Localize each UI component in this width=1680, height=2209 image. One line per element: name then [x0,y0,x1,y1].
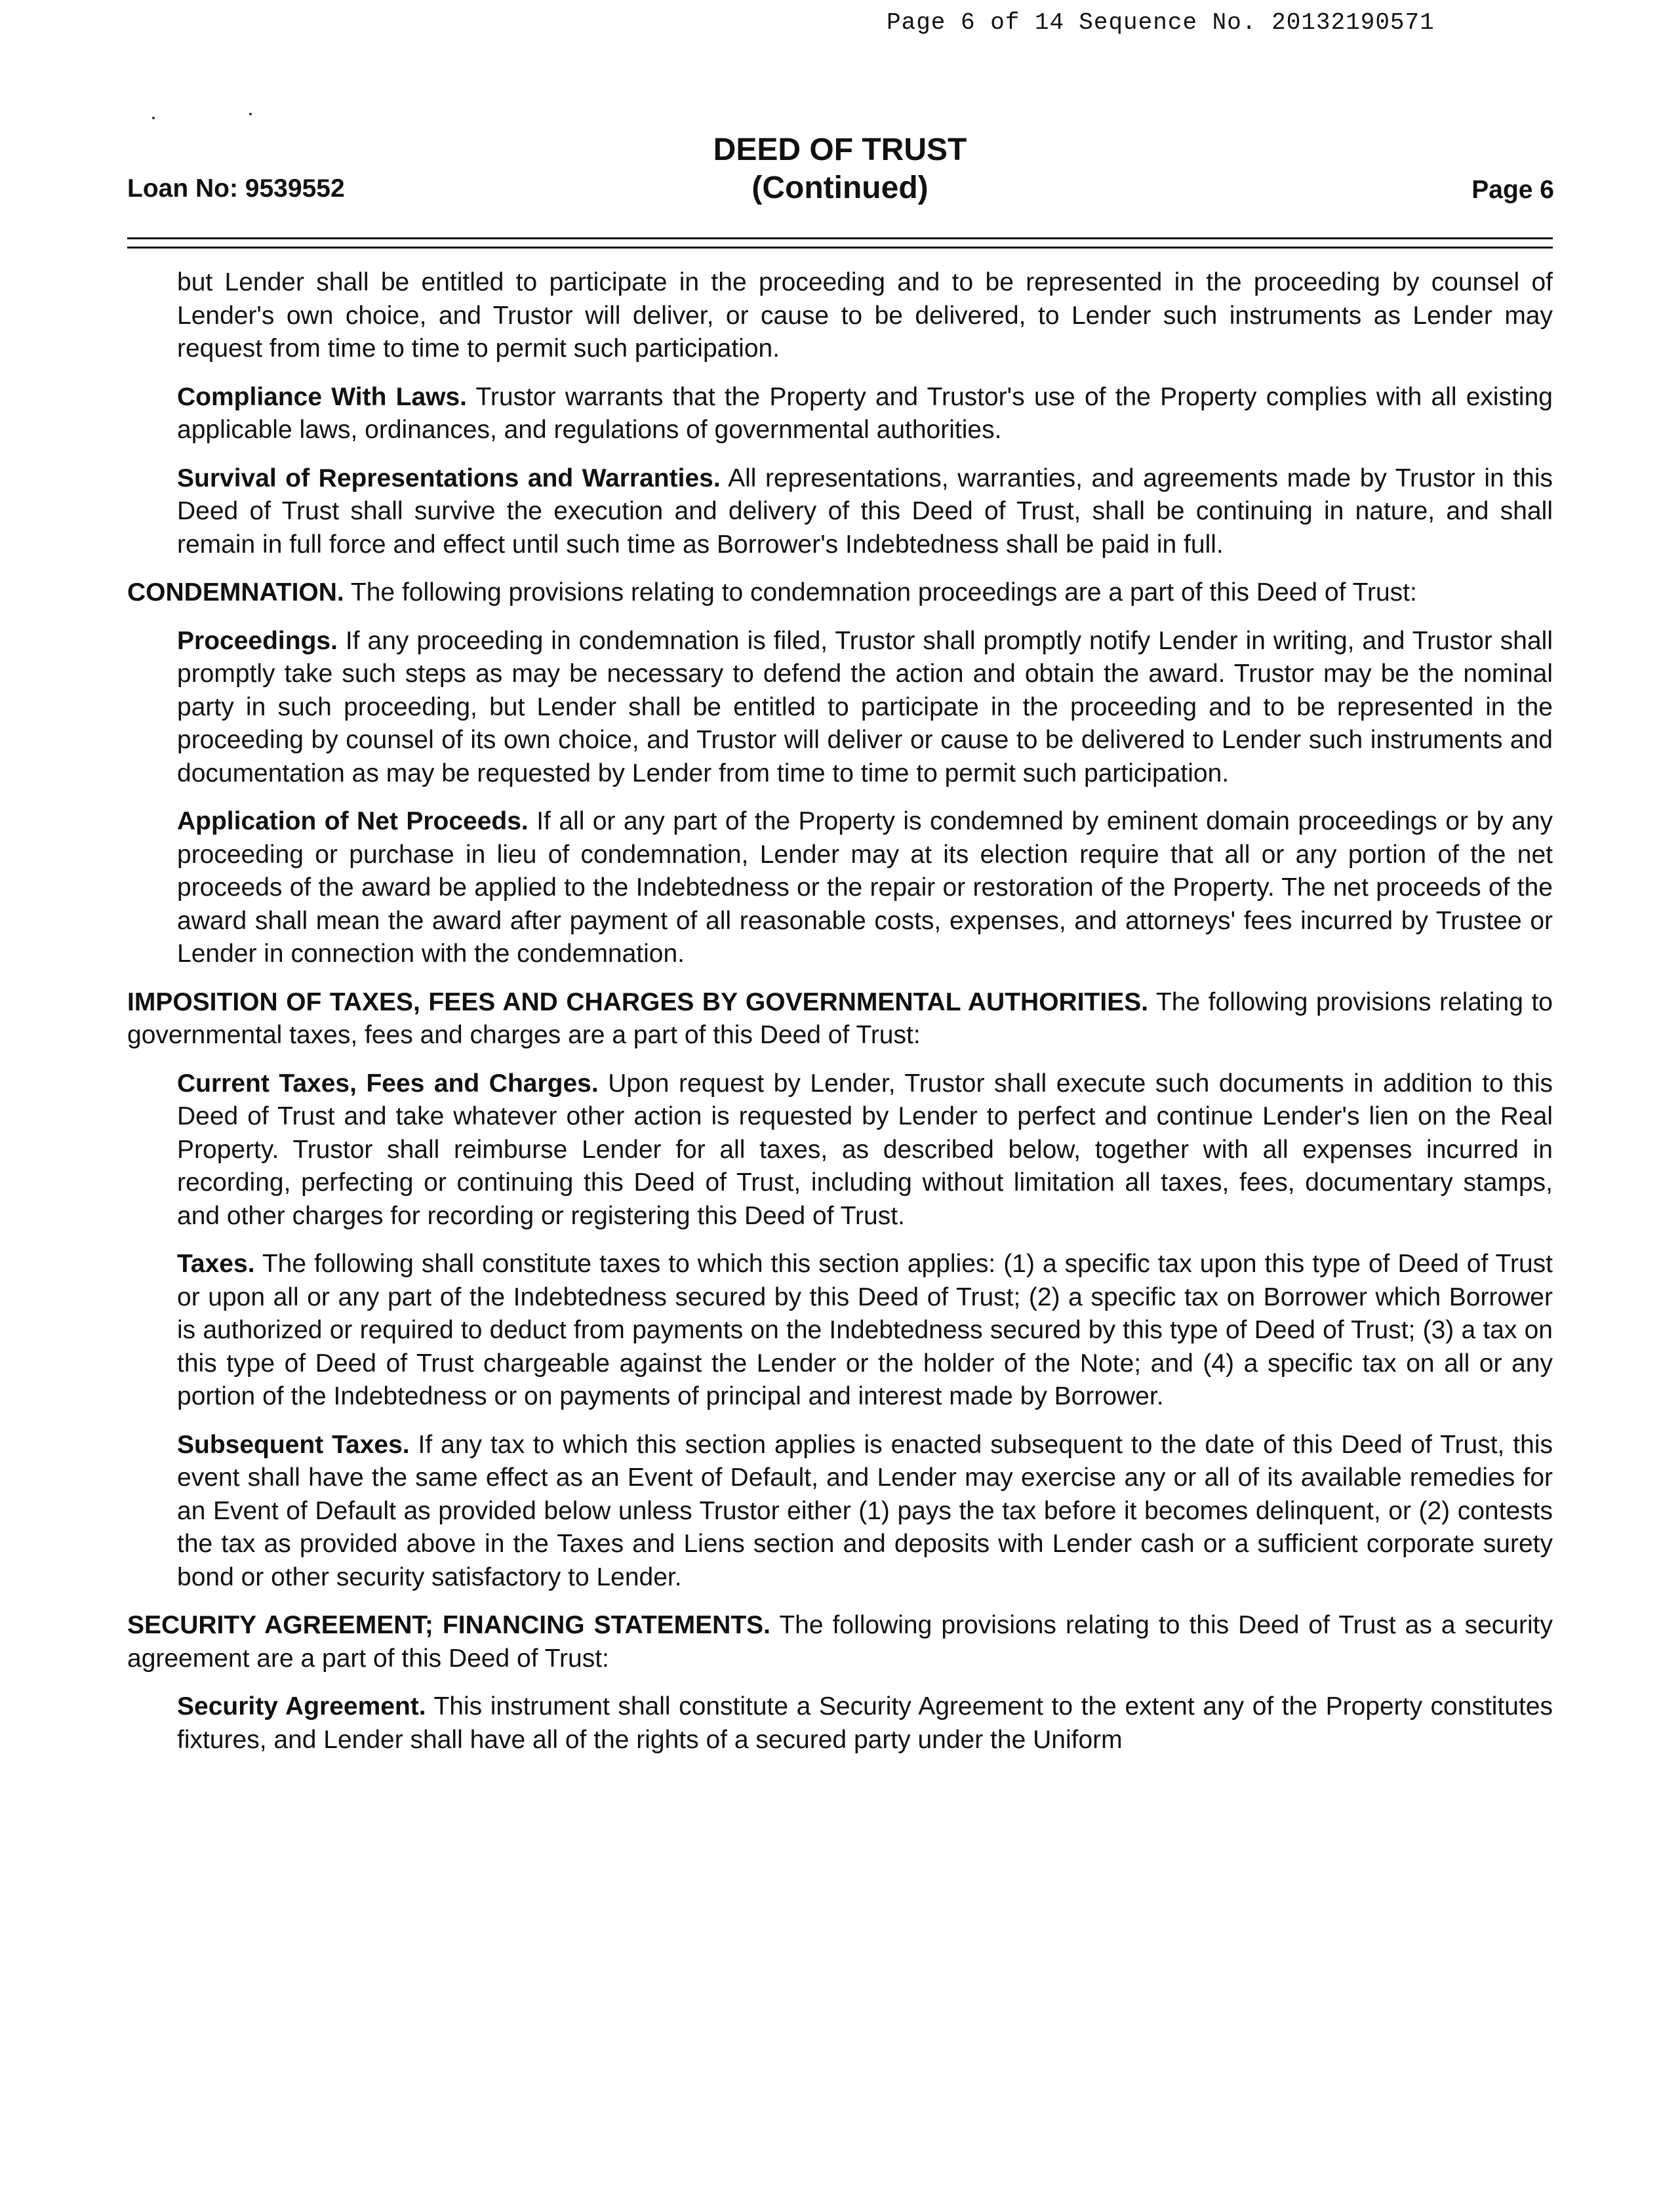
text-proceedings: If any proceeding in condemnation is filed, Trustor shall promptly notify Lender in writing, and Trustor shall promptly take such steps as may be necessary to defend the action and obtain the award. Trustor may be the nominal party in such proceeding, but Lender shall be entitled to participate in the proceeding and to be represented in the proceeding by counsel of its own choice, and Trustor will deliver or cause to be delivered to Lender such instruments and documentation as may be requested by Lender from time to time to permit such participation. [177,626,1553,787]
text-security-agreement: This instrument shall constitute a Security Agreement to the extent any of the Property constitutes fixtures, and Lender shall have all of the rights of a secured party under the Uniform [177,1692,1553,1754]
paragraph-continued: but Lender shall be entitled to participate in the proceeding and to be represented in the proceeding by counsel of Lender's own choice, and Trustor will deliver, or cause to be delivered, to Lender such instruments as Lender may request from time to time to permit such participation. [177,268,1553,363]
text-condemnation: The following provisions relating to condemnation proceedings are a part of this Deed of Trust: [350,578,1417,607]
heading-compliance: Compliance With Laws. [177,382,468,411]
section-security [127,1609,1553,1675]
heading-security: SECURITY AGREEMENT; FINANCING STATEMENTS. [127,1611,770,1639]
header-rule-top [127,237,1553,239]
page-label: Page 6 [1471,176,1554,204]
scan-speck [152,117,155,119]
heading-proceedings: Proceedings. [177,626,338,655]
recording-stamp [887,9,1435,36]
text-survival: All representations, warranties, and agreements made by Trustor in this Deed of Trust shall survive the execution and delivery of this Deed of Trust, shall be continuing in nature, and shall remain in full force and effect until such time as Borrower's Indebtedness shall be paid in full. [177,464,1553,559]
section-security-agreement [177,1690,1553,1757]
stamp-page: Page 6 of 14 [887,9,1065,36]
section-net-proceeds [177,805,1553,971]
text-net-proceeds: If all or any part of the Property is condemned by eminent domain proceedings or by any proceeding or purchase in lieu of condemnation, Lender may at its election require that all or any portion of the net proceeds of the award be applied to the Indebtedness or the repair or restoration of the Property. The net proceeds of the award shall mean the award after payment of all reasonable costs, expenses, and attorneys' fees incurred by Trustee or Lender in connection with the condemnation. [177,807,1553,968]
text-taxes: The following shall constitute taxes to which this section applies: (1) a specific tax upon this type of Deed of Trust or upon all or any part of the Indebtedness secured by this Deed of Trust; (2) a specific tax on Borrower which Borrower is authorized or required to deduct from payments on the Indebtedness secured by this type of Deed of Trust; (3) a tax on this type of Deed of Trust chargeable against the Lender or the holder of the Note; and (4) a specific tax on all or any portion of the Indebtedness or on payments of principal and interest made by Borrower. [177,1250,1553,1410]
heading-condemnation: CONDEMNATION. [127,578,344,607]
text-subsequent-taxes: If any tax to which this section applies is enacted subsequent to the date of this Deed of Trust, this event shall have the same effect as an Event of Default, and Lender may exercise any or all of its available remedies for an Event of Default as provided below unless Trustor either (1) pays the tax before it becomes delinquent, or (2) contests the tax as provided above in the Taxes and Liens section and deposits with Lender cash or a sufficient corporate surety bond or other security satisfactory to Lender. [177,1430,1553,1591]
text-current-taxes: Upon request by Lender, Trustor shall execute such documents in addition to this Deed of Trust and take whatever other action is requested by Lender to perfect and continue Lender's lien on the Real Property. Trustor shall reimburse Lender for all taxes, as described below, together with all expenses incurred in recording, perfecting or continuing this Deed of Trust, including without limitation all taxes, fees, documentary stamps, and other charges for recording or registering this Deed of Trust. [177,1069,1553,1230]
section-condemnation [127,576,1553,610]
heading-subsequent-taxes: Subsequent Taxes. [177,1430,410,1459]
heading-imposition: IMPOSITION OF TAXES, FEES AND CHARGES BY GOVERNMENTAL AUTHORITIES. [127,987,1149,1016]
text-compliance: Trustor warrants that the Property and Trustor's use of the Property complies with all existing applicable laws, ordinances, and regulations of governmental authorities. [177,382,1553,444]
heading-current-taxes: Current Taxes, Fees and Charges. [177,1069,599,1098]
header-rule-bottom [127,247,1553,249]
stamp-sequence: Sequence No. 20132190571 [1079,9,1435,36]
text-imposition: The following provisions relating to governmental taxes, fees and charges are a part of this Deed of Trust: [127,987,1553,1049]
section-taxes [177,1248,1553,1414]
section-compliance [177,381,1553,447]
title-line: DEED OF TRUST [713,132,967,167]
heading-taxes: Taxes. [177,1250,255,1278]
subtitle-line: (Continued) [751,170,929,205]
scan-speck [249,113,252,115]
section-imposition [127,986,1553,1052]
loan-number: Loan No: 9539552 [127,174,345,203]
section-survival [177,462,1553,562]
heading-net-proceeds: Application of Net Proceeds. [177,807,529,835]
heading-survival: Survival of Representations and Warranties. [177,464,721,492]
document-body [127,266,1553,1772]
section-current-taxes [177,1067,1553,1233]
heading-security-agreement: Security Agreement. [177,1692,426,1721]
section-proceedings [177,625,1553,791]
text-security: The following provisions relating to this Deed of Trust as a security agreement are a part of this Deed of Trust: [127,1611,1553,1673]
section-subsequent-taxes [177,1429,1553,1595]
